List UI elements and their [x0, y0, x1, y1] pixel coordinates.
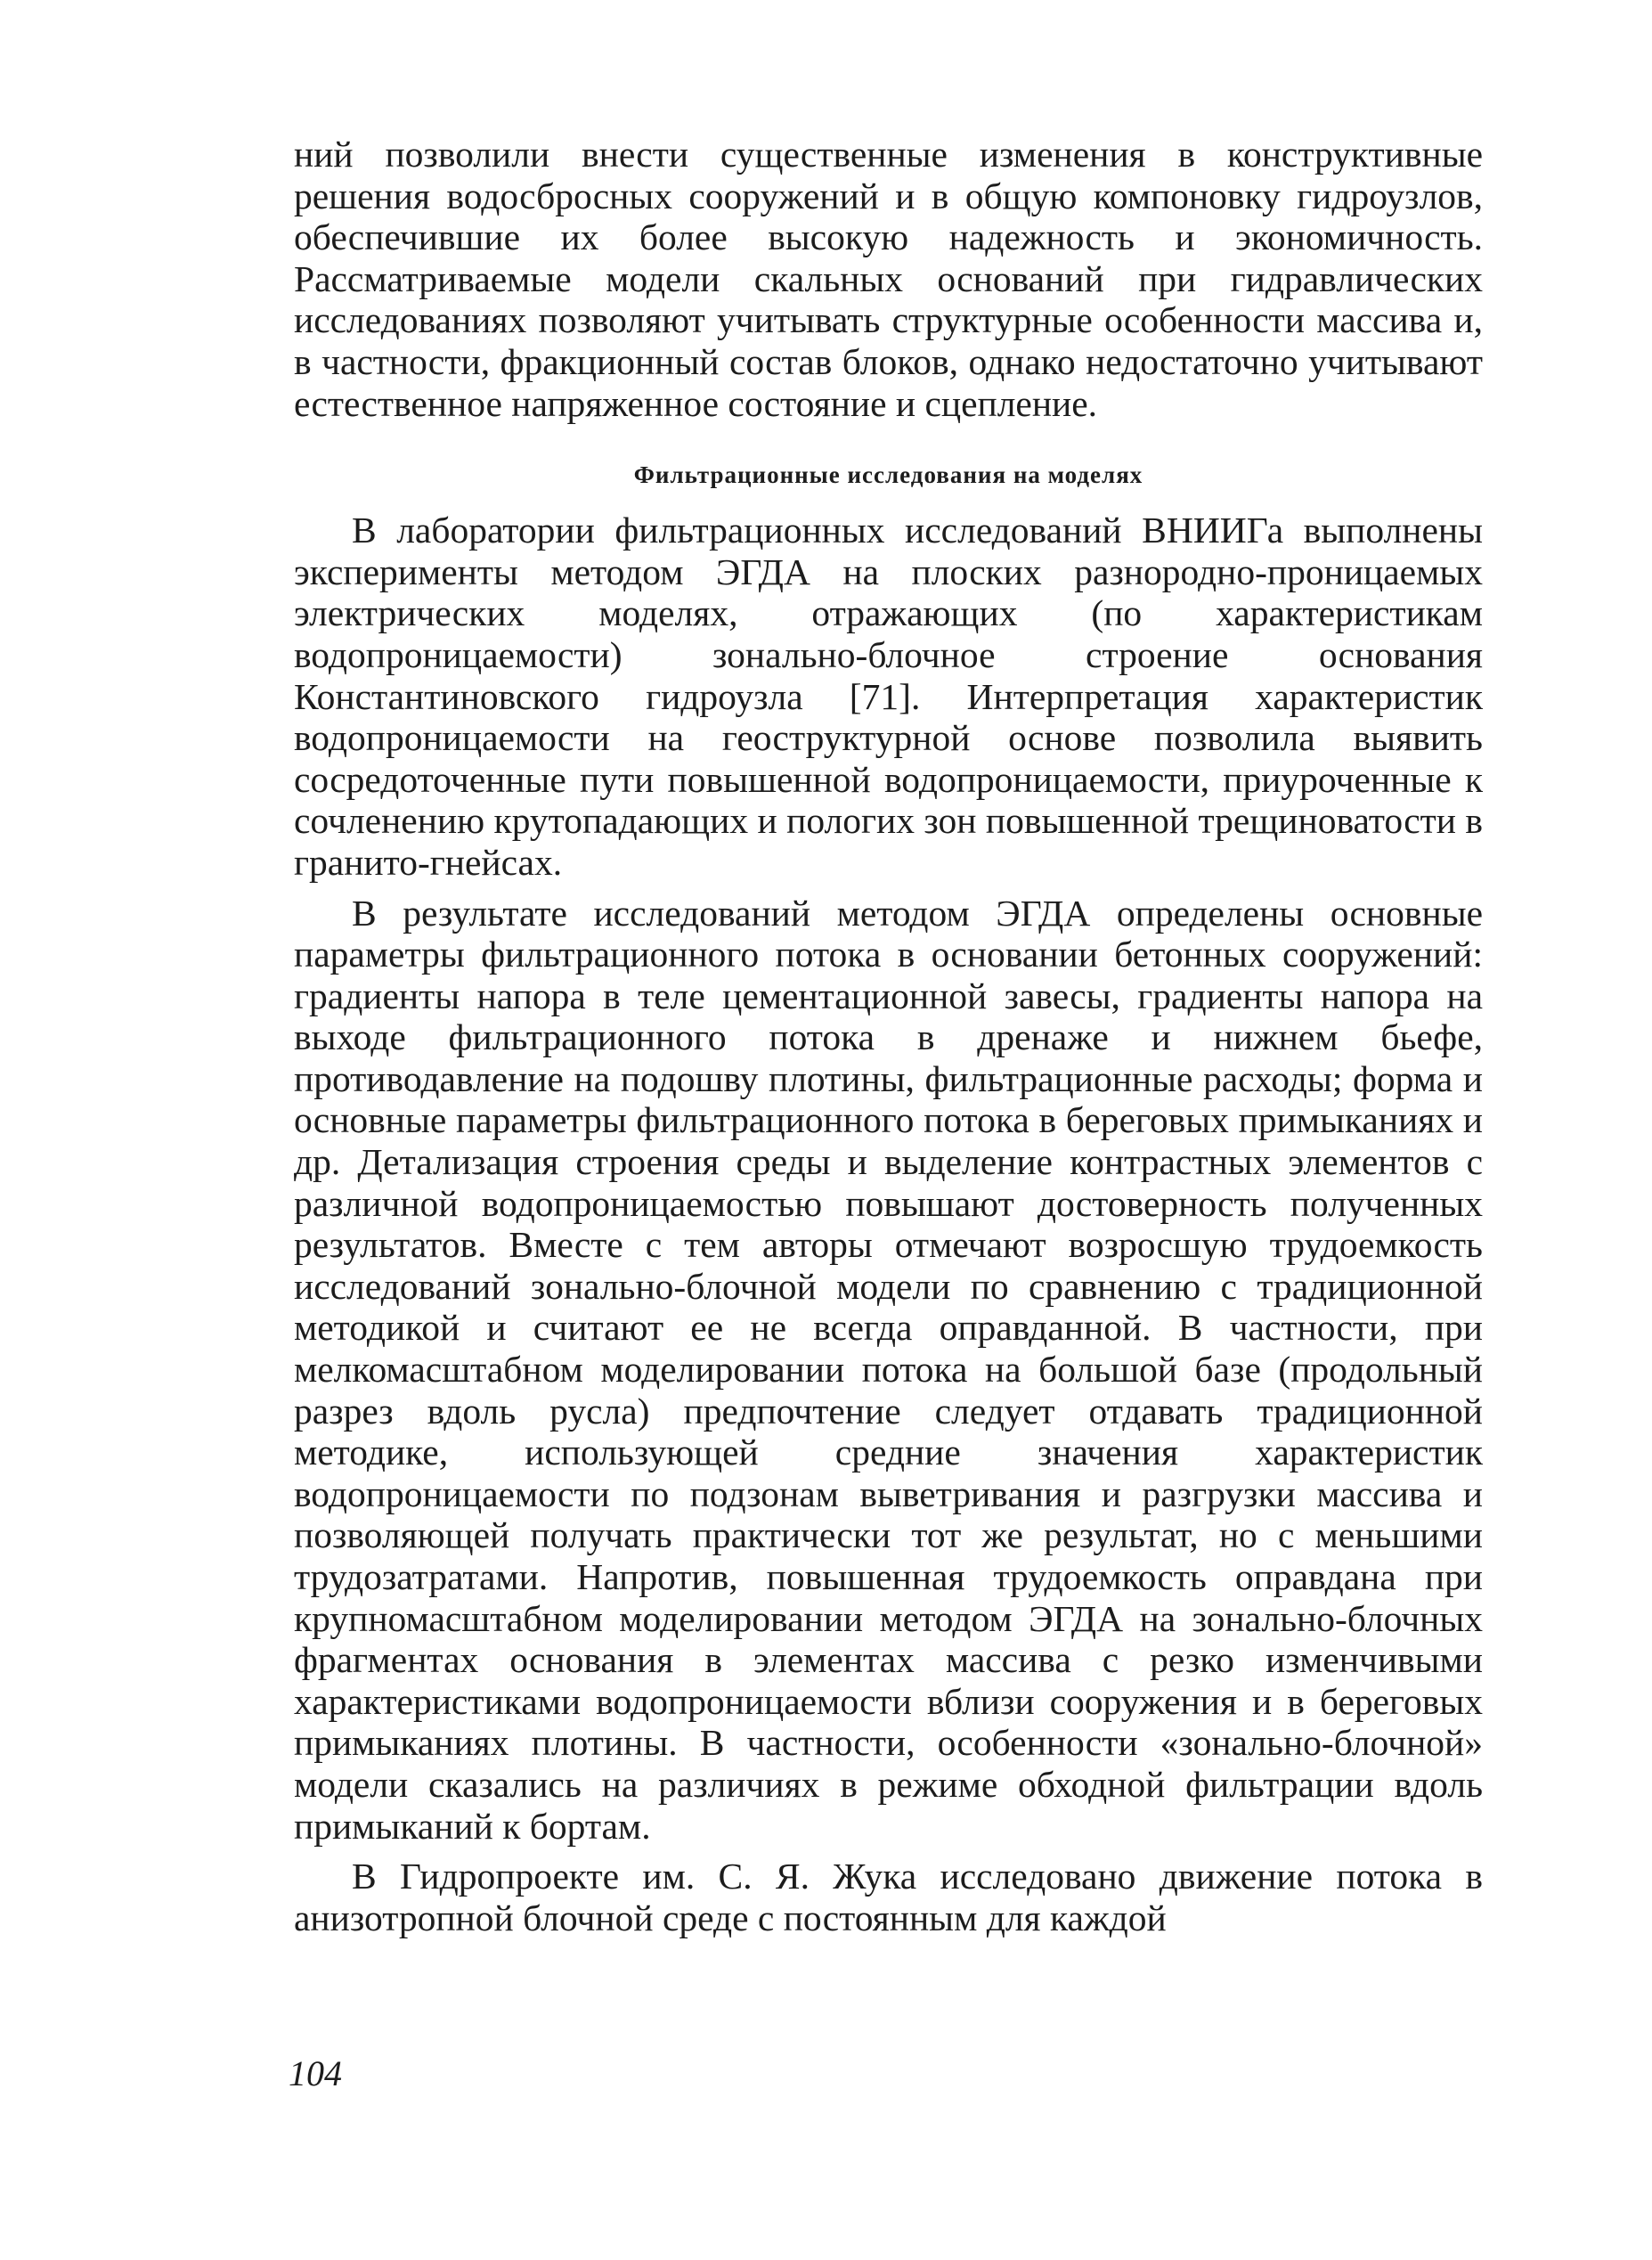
- paragraph-vniig: В лаборатории фильтрационных исследований ВНИИГа выполнены эксперименты методом ЭГДА на плоских разнородно-проницаемых электрических моделях, отражающих (по характеристикам водопроницаемости) зонально-блочное строение основания Константиновского гидроузла [71]. Интерпретация характеристик водопроницаемости на геоструктурной основе позволила выявить сосредоточенные пути повышенной водопроницаемости, приуроченные к сочленению крутопадающих и пологих зон повышенной трещиноватости в гранито-гнейсах.: [294, 510, 1483, 883]
- page-number: 104: [289, 2053, 342, 2093]
- section-heading: Фильтрационные исследования на моделях: [633, 461, 1143, 489]
- page-body: [294, 134, 1483, 1938]
- intro-paragraph: ний позволили внести существенные изменения в конструктивные решения водосбросных сооружений и в общую компоновку гидроузлов, обеспечившие их более высокую надежность и экономичность. Рассматриваемые модели скальных оснований при гидравлических исследованиях позволяют учитывать структурные особенности массива и, в частности, фракционный состав блоков, однако недостаточно учитывают естественное напряженное состояние и сцепление.: [294, 134, 1483, 424]
- paragraph-gidroproekt: В Гидропроекте им. С. Я. Жука исследовано движение потока в анизотропной блочной среде с постоянным для каждой: [294, 1856, 1483, 1938]
- paragraph-egda-results: В результате исследований методом ЭГДА определены основные параметры фильтрационного потока в основании бетонных сооружений: градиенты напора в теле цементационной завесы, градиенты напора на выходе фильтрационного потока в дренаже и нижнем бьефе, противодавление на подошву плотины, фильтрационные расходы; форма и основные параметры фильтрационного потока в береговых примыканиях и др. Детализация строения среды и выделение контрастных элементов с различной водопроницаемостью повышают достоверность полученных результатов. Вместе с тем авторы отмечают возросшую трудоемкость исследований зонально-блочной модели по сравнению с традиционной методикой и считают ее не всегда оправданной. В частности, при мелкомасштабном моделировании потока на большой базе (продольный разрез вдоль русла) предпочтение следует отдавать традиционной методике, использующей средние значения характеристик водопроницаемости по подзонам выветривания и разгрузки массива и позволяющей получать практически тот же результат, но с меньшими трудозатратами. Напротив, повышенная трудоемкость оправдана при крупномасштабном моделировании методом ЭГДА на зонально-блочных фрагментах основания в элементах массива с резко изменчивыми характеристиками водопроницаемости вблизи сооружения и в береговых примыканиях плотины. В частности, особенности «зонально-блочной» модели сказались на различиях в режиме обходной фильтрации вдоль примыканий к бортам.: [294, 892, 1483, 1847]
